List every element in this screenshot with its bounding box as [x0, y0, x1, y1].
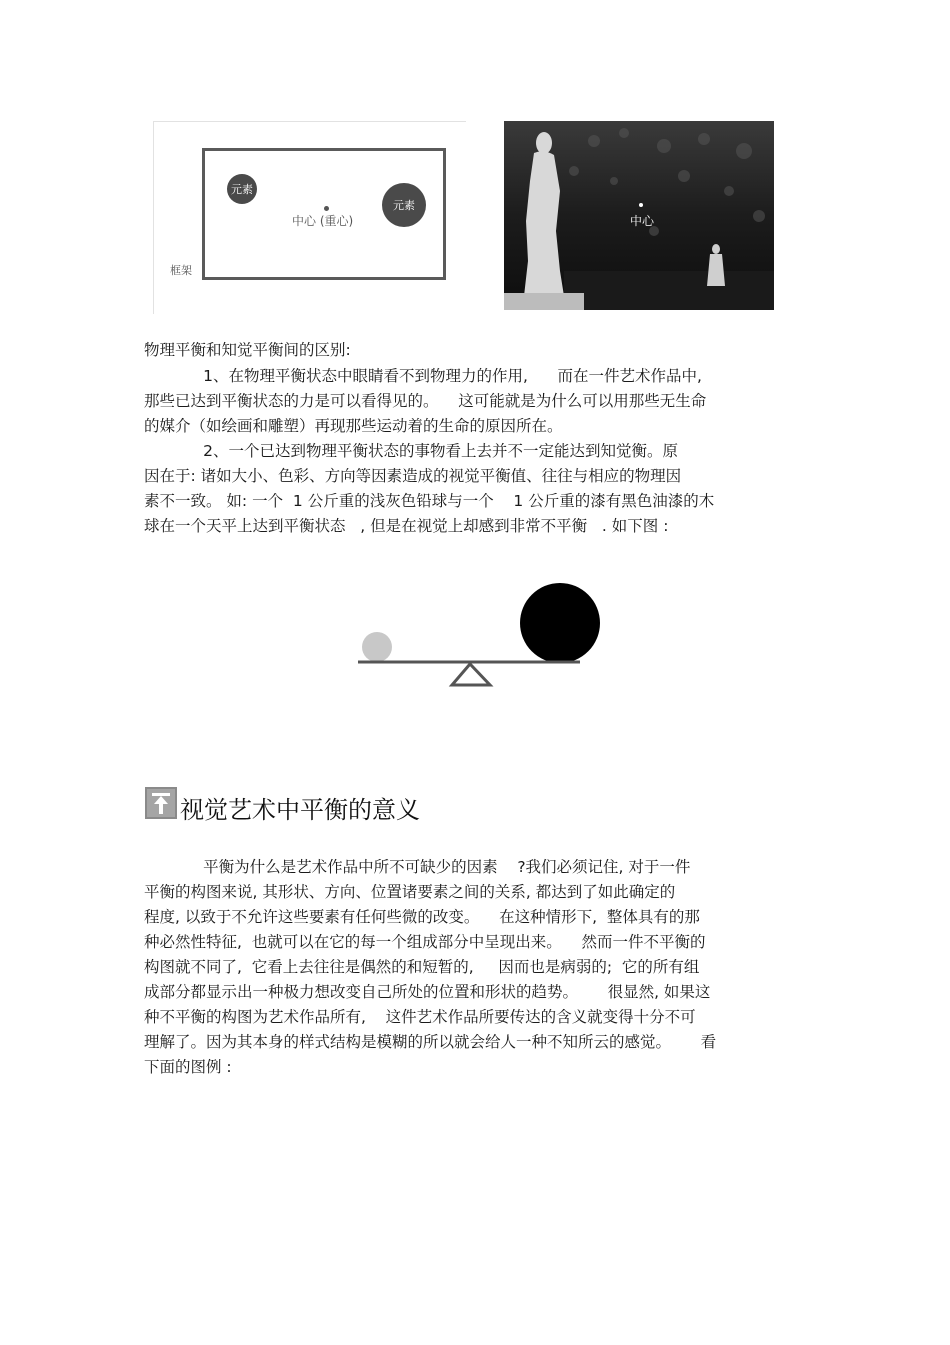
frame-label: 框架 — [170, 264, 192, 277]
balance-scale-figure — [350, 580, 610, 690]
text-line: 种必然性特征, 也就可以在它的每一个组成部分中呈现出来。 然而一件不平衡的 — [144, 933, 706, 951]
section-title: 视觉艺术中平衡的意义 — [180, 796, 420, 824]
statue-photo — [504, 121, 774, 310]
text-line: 种不平衡的构图为艺术作品所有, 这件艺术作品所要传达的含义就变得十分不可 — [144, 1008, 696, 1026]
element-circle-large: 元素 — [382, 183, 426, 227]
text-line: 那些已达到平衡状态的力是可以看得见的。 这可能就是为什么可以用那些无生命 — [144, 392, 707, 410]
text-line: 1、在物理平衡状态中眼睛看不到物理力的作用, 而在一件艺术作品中, — [144, 367, 702, 385]
center-label: 中心 (重心) — [292, 214, 354, 228]
photo-center-label: 中心 — [630, 214, 655, 228]
text-line: 素不一致。 如: 一个 1 公斤重的浅灰色铅球与一个 1 公斤重的漆有黑色油漆的木 — [144, 492, 715, 510]
text-line: 因在于: 诸如大小、色彩、方向等因素造成的视觉平衡值、往往与相应的物理因 — [144, 467, 682, 485]
text-line: 下面的图例 : — [144, 1058, 232, 1076]
text-line: 成部分都显示出一种极力想改变自己所处的位置和形状的趋势。 很显然, 如果这 — [144, 983, 711, 1001]
center-dot — [324, 206, 329, 211]
text-line: 构图就不同了, 它看上去往往是偶然的和短暂的, 因而也是病弱的; 它的所有组 — [144, 958, 700, 976]
photo-center-dot — [639, 203, 643, 207]
dark-ball — [520, 583, 600, 663]
composition-diagram — [153, 121, 466, 314]
text-line: 平衡的构图来说, 其形状、方向、位置诸要素之间的关系, 都达到了如此确定的 — [144, 883, 676, 901]
scale-fulcrum — [452, 664, 490, 685]
light-ball — [362, 632, 392, 662]
text-line: 程度, 以致于不允许这些要素有任何些微的改变。 在这种情形下, 整体具有的那 — [144, 908, 700, 926]
upload-arrow-icon — [145, 787, 177, 819]
element-circle-small: 元素 — [227, 174, 257, 204]
text-line: 的媒介（如绘画和雕塑）再现那些运动着的生命的原因所在。 — [144, 417, 563, 435]
text-line: 2、一个已达到物理平衡状态的事物看上去并不一定能达到知觉衡。原 — [144, 442, 678, 460]
text-line: 理解了。因为其本身的样式结构是模糊的所以就会给人一种不知所云的感觉。 看 — [144, 1033, 717, 1051]
text-line: 平衡为什么是艺术作品中所不可缺少的因素 ?我们必须记住, 对于一件 — [144, 858, 691, 876]
text-line: 物理平衡和知觉平衡间的区别: — [144, 341, 351, 359]
balance-scale — [350, 580, 610, 690]
text-line: 球在一个天平上达到平衡状态 , 但是在视觉上却感到非常不平衡 . 如下图 : — [144, 517, 669, 535]
